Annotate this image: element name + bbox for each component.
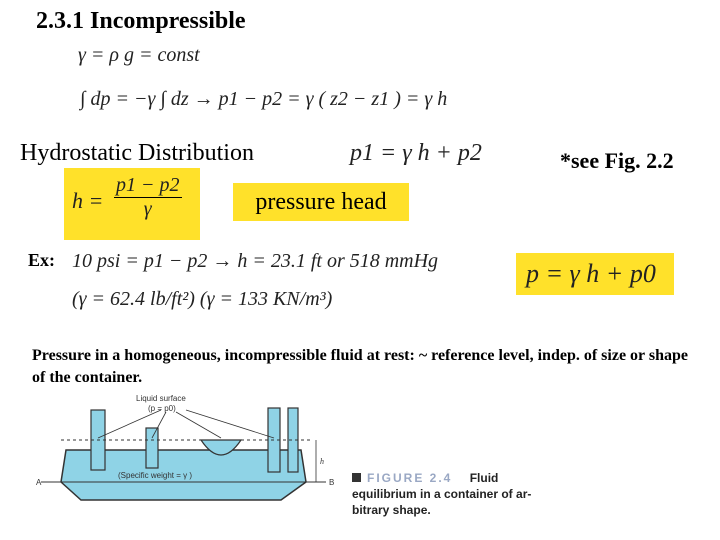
summary-paragraph: Pressure in a homogeneous, incompressible fluid at rest: ~ reference level, indep. of size or shape of the container. bbox=[32, 347, 688, 386]
equation-integral: ∫ dp = −γ ∫ dz → p1 − p2 = γ ( z2 − z1 ) = γ h bbox=[80, 88, 448, 110]
pressure-head-formula-box bbox=[64, 168, 200, 240]
depth-h-label: h bbox=[320, 457, 324, 466]
caption-line-1 bbox=[352, 470, 531, 486]
general-pressure-equation: p = γ h + p0 bbox=[516, 253, 674, 295]
caption-text-2: equilibrium in a container of ar- bbox=[352, 487, 532, 501]
pressure-head-label: pressure head bbox=[233, 183, 409, 221]
caption-text-1: Fluid bbox=[469, 471, 499, 485]
equation-hydrostatic: p1 = γ h + p2 bbox=[350, 140, 482, 166]
figure-caption bbox=[352, 470, 531, 518]
section-title: 2.3.1 Incompressible bbox=[36, 8, 246, 34]
h-numerator: p1 − p2 bbox=[116, 174, 180, 196]
container-figure bbox=[36, 390, 336, 525]
h-denominator: γ bbox=[143, 198, 152, 220]
specific-weight-values: (γ = 62.4 lb/ft²) (γ = 133 KN/m³) bbox=[72, 288, 333, 310]
container-diagram bbox=[36, 390, 336, 520]
specific-weight-label: (Specific weight = γ ) bbox=[118, 471, 193, 480]
h-fraction bbox=[114, 174, 182, 221]
example-equation: 10 psi = p1 − p2 → h = 23.1 ft or 518 mmHg bbox=[72, 250, 439, 272]
example-label: Ex: bbox=[28, 250, 55, 270]
liquid-surface-label: Liquid surface bbox=[136, 394, 186, 403]
equation-gamma-const: γ = ρ g = const bbox=[78, 44, 200, 66]
point-b-label: B bbox=[329, 478, 335, 487]
caption-number: FIGURE 2.4 bbox=[367, 471, 453, 485]
point-a-label: A bbox=[36, 478, 42, 487]
caption-text-3: bitrary shape. bbox=[352, 503, 431, 517]
h-equals: h = bbox=[72, 188, 104, 213]
see-figure-note: *see Fig. 2.2 bbox=[560, 148, 674, 173]
caption-square-icon bbox=[352, 473, 361, 482]
hydrostatic-heading: Hydrostatic Distribution bbox=[20, 140, 254, 166]
surface-pressure-label: (p = p0) bbox=[148, 404, 176, 413]
